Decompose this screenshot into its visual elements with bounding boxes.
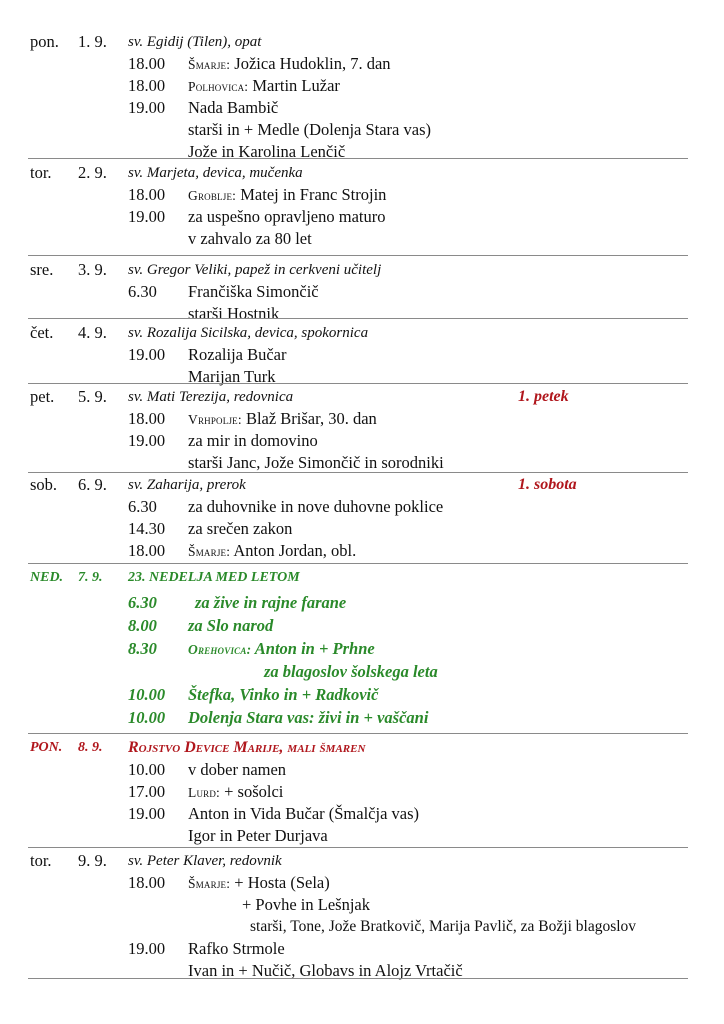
saint-of-day: sv. Mati Terezija, redovnica (128, 389, 294, 405)
liturgical-day: 23. NEDELJA MED LETOM (128, 570, 300, 585)
mass-time: 19.00 (128, 804, 166, 823)
row-divider (28, 978, 688, 979)
mass-time: 19.00 (128, 98, 166, 117)
mass-intention (188, 408, 377, 430)
mass-time: 6.30 (128, 282, 157, 301)
row-divider (28, 472, 688, 473)
intention-text: starši Janc, Jože Simončič in sorodniki (188, 453, 444, 472)
saint-of-day: sv. Marjeta, devica, mučenka (128, 165, 303, 181)
intention-text: Nada Bambič (188, 98, 279, 117)
intention-text: Ivan in + Nučič, Globavs in Alojz Vrtačič (188, 961, 463, 980)
date: 7. 9. (78, 570, 103, 585)
mass-time: 10.00 (128, 685, 166, 704)
intention-text: v zahvalo za 80 let (188, 229, 312, 248)
intention-text: v dober namen (188, 760, 287, 779)
place: Orehovica: (188, 642, 252, 657)
intention-text: Anton in Vida Bučar (Šmalčja vas) (188, 804, 420, 823)
row-divider (28, 255, 688, 256)
day-name: tor. (30, 851, 52, 870)
row-divider (28, 318, 688, 319)
intention-text: Frančiška Simončič (188, 282, 319, 301)
mass-intention (188, 75, 340, 97)
intention-text: + sošolci (224, 782, 284, 801)
intention-text: za žive in rajne farane (195, 593, 347, 612)
intention-text: Dolenja Stara vas: živi in + vaščani (188, 708, 429, 727)
date: 2. 9. (78, 163, 107, 182)
saint-of-day: sv. Peter Klaver, redovnik (128, 853, 282, 869)
date: 1. 9. (78, 32, 107, 51)
special-note: 1. sobota (518, 476, 577, 493)
saint-of-day: sv. Zaharija, prerok (128, 477, 246, 493)
day-name: čet. (30, 323, 54, 342)
row-divider (28, 563, 688, 564)
mass-time: 18.00 (128, 409, 166, 428)
intention-text: Anton in + Prhne (254, 639, 375, 658)
intention-text: Jožica Hudoklin, 7. dan (234, 54, 391, 73)
mass-time: 8.00 (128, 616, 157, 635)
row-divider (28, 847, 688, 848)
place: Šmarje: (188, 544, 231, 559)
intention-text: + Povhe in Lešnjak (242, 895, 370, 914)
intention-text: starši, Tone, Jože Bratkovič, Marija Pavlič, za Božji blagoslov (250, 918, 637, 935)
date: 6. 9. (78, 475, 107, 494)
special-note: 1. petek (518, 388, 569, 405)
intention-text: za duhovnike in nove duhovne poklice (188, 497, 444, 516)
date: 8. 9. (78, 740, 103, 755)
day-name: pet. (30, 387, 55, 406)
intention-text: za srečen zakon (188, 519, 293, 538)
day-name: PON. (30, 740, 63, 755)
intention-text: Štefka, Vinko in + Radkovič (188, 685, 379, 704)
mass-time: 10.00 (128, 760, 166, 779)
mass-time: 18.00 (128, 76, 166, 95)
intention-text: za mir in domovino (188, 431, 318, 450)
mass-time: 8.30 (128, 639, 157, 658)
day-name: sob. (30, 475, 58, 494)
mass-time: 6.30 (128, 497, 157, 516)
mass-time: 19.00 (128, 431, 166, 450)
mass-intention (188, 781, 283, 803)
intention-text: Jože in Karolina Lenčič (188, 142, 346, 161)
mass-time: 18.00 (128, 541, 166, 560)
intention-text: Blaž Brišar, 30. dan (245, 409, 377, 428)
mass-intention (188, 540, 356, 562)
intention-text: starši Hostnik (188, 304, 280, 323)
intention-text: starši in + Medle (Dolenja Stara vas) (188, 120, 431, 139)
place: Vrhpolje: (188, 412, 242, 427)
intention-text: Rozalija Bučar (188, 345, 287, 364)
intention-text: za Slo narod (188, 616, 274, 635)
place: Groblje: (188, 188, 237, 203)
date: 9. 9. (78, 851, 107, 870)
mass-intention (188, 638, 375, 660)
row-divider (28, 158, 688, 159)
mass-time: 19.00 (128, 939, 166, 958)
intention-text: Martin Lužar (252, 76, 340, 95)
mass-time: 19.00 (128, 345, 166, 364)
intention-text: Marijan Turk (188, 367, 276, 386)
mass-intention (188, 872, 330, 894)
mass-intention (188, 53, 391, 75)
mass-time: 19.00 (128, 207, 166, 226)
feast-title: Rojstvo Device Marije, mali šmaren (128, 739, 366, 756)
intention-text: Rafko Strmole (188, 939, 285, 958)
day-name: pon. (30, 32, 59, 51)
intention-text: Matej in Franc Strojin (240, 185, 387, 204)
day-name: sre. (30, 260, 54, 279)
mass-time: 10.00 (128, 708, 166, 727)
date: 4. 9. (78, 323, 107, 342)
place: Polhovica: (188, 79, 249, 94)
place: Šmarje: (188, 57, 231, 72)
intention-text: za blagoslov šolskega leta (264, 662, 438, 681)
date: 5. 9. (78, 387, 107, 406)
mass-time: 18.00 (128, 54, 166, 73)
intention-text: + Hosta (Sela) (234, 873, 330, 892)
intention-text: za uspešno opravljeno maturo (188, 207, 386, 226)
mass-intention (188, 184, 386, 206)
saint-of-day: sv. Egidij (Tilen), opat (128, 34, 262, 50)
day-name: NED. (30, 570, 64, 585)
row-divider (28, 733, 688, 734)
mass-time: 17.00 (128, 782, 166, 801)
intention-text: Igor in Peter Durjava (188, 826, 328, 845)
saint-of-day: sv. Gregor Veliki, papež in cerkveni učitelj (128, 262, 382, 278)
intention-text: Anton Jordan, obl. (233, 541, 357, 560)
date: 3. 9. (78, 260, 107, 279)
mass-time: 6.30 (128, 593, 157, 612)
place: Lurd: (188, 785, 220, 800)
saint-of-day: sv. Rozalija Sicilska, devica, spokornica (128, 325, 369, 341)
mass-time: 18.00 (128, 873, 166, 892)
row-divider (28, 383, 688, 384)
mass-time: 18.00 (128, 185, 166, 204)
place: Šmarje: (188, 876, 231, 891)
mass-time: 14.30 (128, 519, 166, 538)
day-name: tor. (30, 163, 52, 182)
